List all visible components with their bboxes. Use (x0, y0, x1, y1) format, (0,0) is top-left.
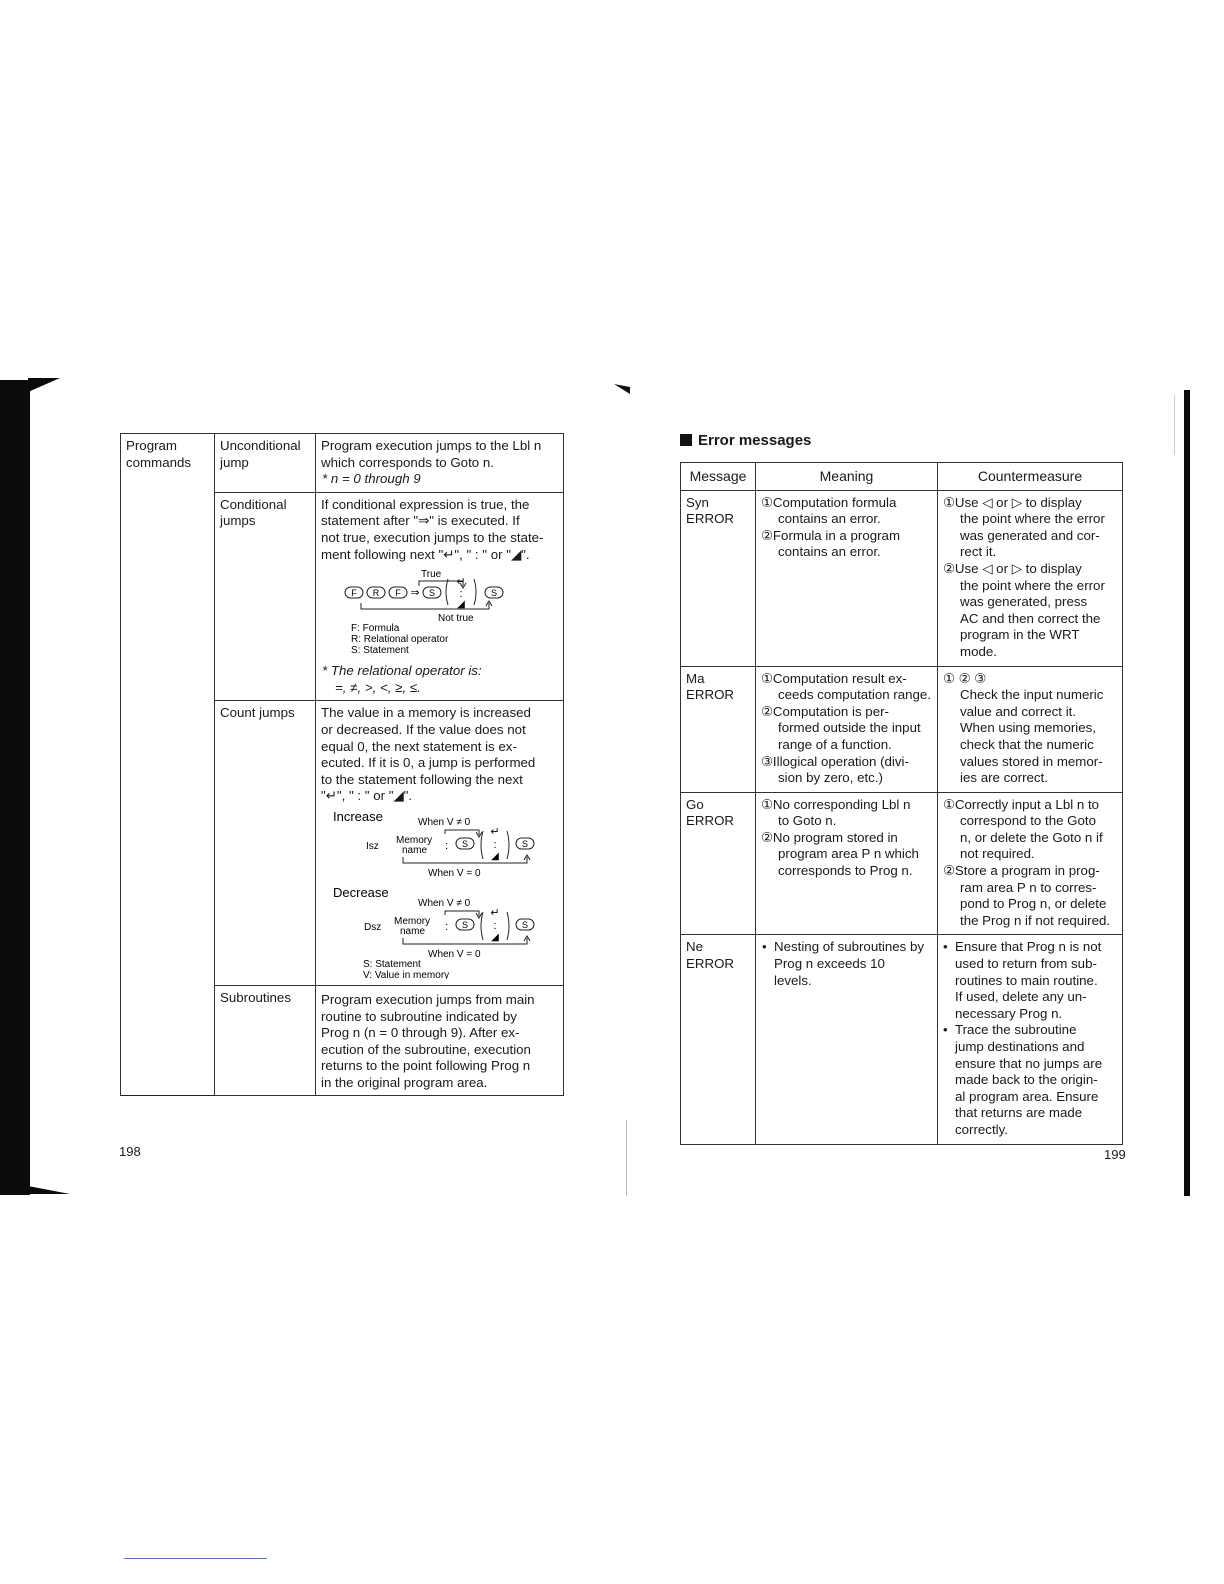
bullet-icon: • (762, 939, 767, 955)
item-text: rect it. (960, 544, 997, 560)
item-text: Ensure that Prog n is not (955, 939, 1102, 955)
row-name-cell (215, 985, 316, 1096)
item-text: formed outside the input (778, 720, 921, 736)
scan-edge-right-faint (1174, 395, 1175, 455)
fold-mark (614, 384, 630, 394)
row-name: Conditional jumps (220, 496, 287, 529)
desc-line: routine to subroutine indicated by (321, 1008, 517, 1024)
item-text: used to return from sub- (955, 956, 1097, 972)
item-text: ceeds computation range. (778, 687, 932, 703)
desc-line: The value in a memory is increased (321, 705, 531, 721)
item-text: values stored in memor- (960, 753, 1103, 769)
item-text: Store a program in prog- (954, 863, 1100, 879)
desc-line: Prog n (n = 0 through 9). After ex- (321, 1025, 520, 1041)
desc-line: Program execution jumps to the Lbl n (321, 438, 542, 453)
row-name-cell (215, 492, 316, 701)
svg-text:S: S (461, 838, 469, 849)
desc-line: ecuted. If it is 0, a jump is performed (321, 755, 536, 771)
item-text: the Prog n if not required. (960, 912, 1111, 928)
message-code: Syn (686, 494, 709, 510)
svg-text:S: S (521, 838, 529, 849)
item-text: levels. (774, 972, 812, 988)
item-text: was generated, press (960, 594, 1088, 610)
row-name: Count jumps (220, 705, 295, 721)
item-text: the point where the error (960, 577, 1105, 593)
item-text: to Goto n. (778, 813, 837, 829)
row-name-cell (215, 701, 316, 986)
meaning-cell (756, 490, 938, 666)
key-label: S (490, 588, 498, 599)
desc-line: not true, execution jumps to the state- (321, 529, 544, 545)
svg-text::: : (445, 839, 449, 852)
scan-edge-left-corner (28, 378, 60, 392)
table-row (681, 935, 1123, 1144)
message-cell (681, 935, 756, 1144)
bottom-link-line[interactable] (124, 1558, 267, 1559)
true-label: True (421, 569, 442, 581)
svg-text:↵: ↵ (456, 576, 466, 589)
key-label: S (428, 588, 436, 599)
item-text: No program stored in (772, 829, 898, 845)
legend-value: V: Value in memory (363, 969, 450, 979)
svg-text:↵: ↵ (490, 906, 500, 919)
conditional-jump-diagram (321, 565, 557, 661)
legend-relational: R: Relational operator (351, 634, 449, 646)
legend-statement: S: Statement (363, 958, 421, 970)
item-text: not required. (960, 846, 1035, 862)
table-row (681, 666, 1123, 792)
svg-text:⇒: ⇒ (410, 587, 420, 600)
item-text: ensure that no jumps are (955, 1055, 1103, 1071)
memory-label: name (402, 844, 428, 856)
table-row (681, 490, 1123, 666)
item-number: ① (761, 494, 773, 510)
scan-edge-left (0, 380, 30, 1195)
svg-text:S: S (461, 919, 469, 930)
item-text: mode. (960, 643, 997, 659)
item-text: sion by zero, etc.) (778, 770, 883, 786)
svg-text::: : (493, 838, 497, 851)
item-number: ② (943, 560, 955, 576)
message-code: Go (686, 796, 704, 812)
item-text: correctly. (955, 1121, 1008, 1137)
item-text: jump destinations and (955, 1039, 1085, 1054)
desc-line: equal 0, the next statement is ex- (321, 738, 517, 754)
item-text: ies are correct. (960, 770, 1048, 786)
item-text: range of a function. (778, 736, 892, 752)
category-label-line: Program (126, 438, 177, 453)
item-text: pond to Prog n, or delete (960, 896, 1107, 912)
desc-line: returns to the point following Prog n (321, 1058, 531, 1074)
desc-line: to the statement following the next (321, 771, 523, 787)
item-text: Prog n exceeds 10 (774, 956, 885, 972)
col-header: Meaning (756, 463, 938, 491)
row-name: Unconditional jump (220, 438, 301, 470)
memory-label: Memory (396, 834, 433, 846)
message-cell (681, 792, 756, 935)
page-number: 199 (1104, 1147, 1126, 1162)
item-text: program in the WRT (960, 627, 1080, 643)
meaning-cell (756, 792, 938, 935)
item-text: Computation result ex- (772, 670, 907, 686)
item-text: AC and then correct the (960, 610, 1101, 626)
dsz-cmd: Dsz (364, 921, 382, 933)
item-number: ① (943, 494, 955, 510)
category-label-line: commands (126, 454, 192, 470)
increase-when-eq: When V = 0 (428, 867, 481, 879)
legend-statement: S: Statement (351, 645, 409, 657)
not-true-label: Not true (438, 613, 474, 625)
row-desc-cell (316, 701, 564, 986)
key-label: R (372, 588, 380, 599)
item-text: that returns are made (955, 1105, 1083, 1121)
item-text: program area P n which (778, 846, 919, 862)
item-text: al program area. Ensure (955, 1088, 1099, 1104)
increase-title: Increase (333, 808, 383, 824)
scan-edge-left-tail (0, 1186, 70, 1194)
countermeasure-cell (938, 666, 1123, 792)
item-text: correspond to the Goto (960, 813, 1097, 829)
item-text: ram area P n to corres- (960, 879, 1097, 895)
row-desc-cell (316, 492, 564, 701)
message-code: Ne (686, 939, 703, 955)
item-text: Computation is per- (772, 703, 889, 719)
svg-text:◢: ◢ (491, 850, 499, 862)
count-jump-diagram (321, 807, 557, 979)
item-text: contains an error. (778, 511, 881, 527)
item-text: Computation formula (772, 494, 897, 510)
message-code: Ma (686, 670, 705, 686)
message-cell (681, 490, 756, 666)
desc-line: "↵", " : " or "◢". (321, 788, 413, 804)
item-text: routines to main routine. (955, 972, 1098, 988)
countermeasure-cell (938, 792, 1123, 935)
item-text: If used, delete any un- (955, 989, 1087, 1005)
col-header: Message (681, 463, 756, 491)
item-text: Nesting of subroutines by (774, 939, 925, 955)
increase-when-ne: When V ≠ 0 (418, 816, 471, 828)
item-text: Correctly input a Lbl n to (954, 796, 1100, 812)
item-text: made back to the origin- (955, 1072, 1098, 1088)
desc-line: ment following next "↵", " : " or "◢". (321, 546, 530, 562)
bullet-icon: • (943, 1022, 948, 1038)
item-text: n, or delete the Goto n if (960, 829, 1103, 845)
fold-line (626, 1120, 627, 1196)
item-text: When using memories, (960, 720, 1096, 736)
item-text: Check the input numeric (960, 687, 1104, 703)
isz-cmd: Isz (366, 840, 379, 852)
item-text: necessary Prog n. (955, 1005, 1063, 1021)
desc-line: ecution of the subroutine, execution (321, 1041, 531, 1057)
desc-line: or decreased. If the value does not (321, 721, 526, 737)
program-commands-table (120, 433, 564, 1096)
category-cell (121, 434, 215, 1096)
item-text: value and correct it. (960, 703, 1077, 719)
meaning-cell (756, 935, 938, 1144)
section-heading (680, 432, 811, 449)
countermeasure-cell (938, 935, 1123, 1144)
item-text: Use ◁ or ▷ to display (954, 494, 1082, 510)
item-text: corresponds to Prog n. (778, 863, 913, 879)
item-number: ② (761, 527, 773, 543)
item-text: Trace the subroutine (955, 1022, 1077, 1038)
page-number: 198 (119, 1144, 141, 1159)
svg-text::: : (459, 588, 463, 601)
item-number: ① (943, 796, 955, 812)
category-label (126, 438, 210, 471)
item-number: ③ (761, 753, 773, 769)
message-code: ERROR (686, 511, 735, 527)
item-number: ① (761, 796, 773, 812)
item-number: ② (761, 829, 773, 845)
memory-label: name (400, 925, 426, 937)
message-code: ERROR (686, 687, 735, 703)
message-code: ERROR (686, 956, 735, 972)
item-number: ② (943, 863, 955, 879)
legend-formula: F: Formula (351, 623, 400, 635)
note: * n = 0 through 9 (322, 471, 421, 487)
item-text: check that the numeric (960, 736, 1094, 752)
memory-label: Memory (394, 915, 431, 927)
decrease-when-eq: When V = 0 (428, 948, 481, 960)
decrease-title: Decrease (333, 884, 389, 900)
item-text: was generated and cor- (960, 527, 1100, 543)
svg-text::: : (493, 919, 497, 932)
item-number: ① (761, 670, 773, 686)
note: * The relational operator is: (322, 663, 482, 679)
square-bullet-icon (680, 434, 692, 446)
desc-line: statement after "⇒" is executed. If (321, 513, 520, 529)
svg-text:◢: ◢ (457, 599, 465, 611)
key-label: F (395, 588, 401, 599)
item-text: the point where the error (960, 511, 1105, 527)
desc-line: If conditional expression is true, the (321, 496, 530, 512)
item-number: ② (761, 703, 773, 719)
svg-text:↵: ↵ (490, 825, 500, 838)
row-desc-cell (316, 985, 564, 1096)
scan-edge-right (1184, 390, 1190, 1196)
item-numbers: ① ② ③ (943, 670, 987, 686)
bullet-icon: • (943, 939, 948, 955)
row-name: Subroutines (220, 989, 291, 1005)
message-cell (681, 666, 756, 792)
item-text: Illogical operation (divi- (772, 753, 909, 769)
row-desc-cell (316, 434, 564, 493)
svg-text:◢: ◢ (491, 931, 499, 943)
operators: =, ≠, >, <, ≥, ≤. (335, 679, 421, 695)
decrease-when-ne: When V ≠ 0 (418, 897, 471, 909)
item-text: Formula in a program (772, 527, 901, 543)
meaning-cell (756, 666, 938, 792)
row-name-cell (215, 434, 316, 493)
col-header: Countermeasure (938, 463, 1123, 491)
heading-text: Error messages (698, 432, 812, 449)
key-label: F (351, 588, 357, 599)
svg-text:S: S (521, 919, 529, 930)
desc-line: which corresponds to Goto n. (321, 454, 494, 470)
message-code: ERROR (686, 813, 735, 829)
table-row (681, 792, 1123, 935)
error-messages-table (680, 462, 1123, 1145)
svg-text::: : (445, 920, 449, 933)
item-text: No corresponding Lbl n (772, 796, 911, 812)
item-text: Use ◁ or ▷ to display (954, 560, 1082, 576)
countermeasure-cell (938, 490, 1123, 666)
desc-line: in the original program area. (321, 1074, 488, 1090)
desc-line: Program execution jumps from main (321, 991, 535, 1007)
item-text: contains an error. (778, 544, 881, 560)
